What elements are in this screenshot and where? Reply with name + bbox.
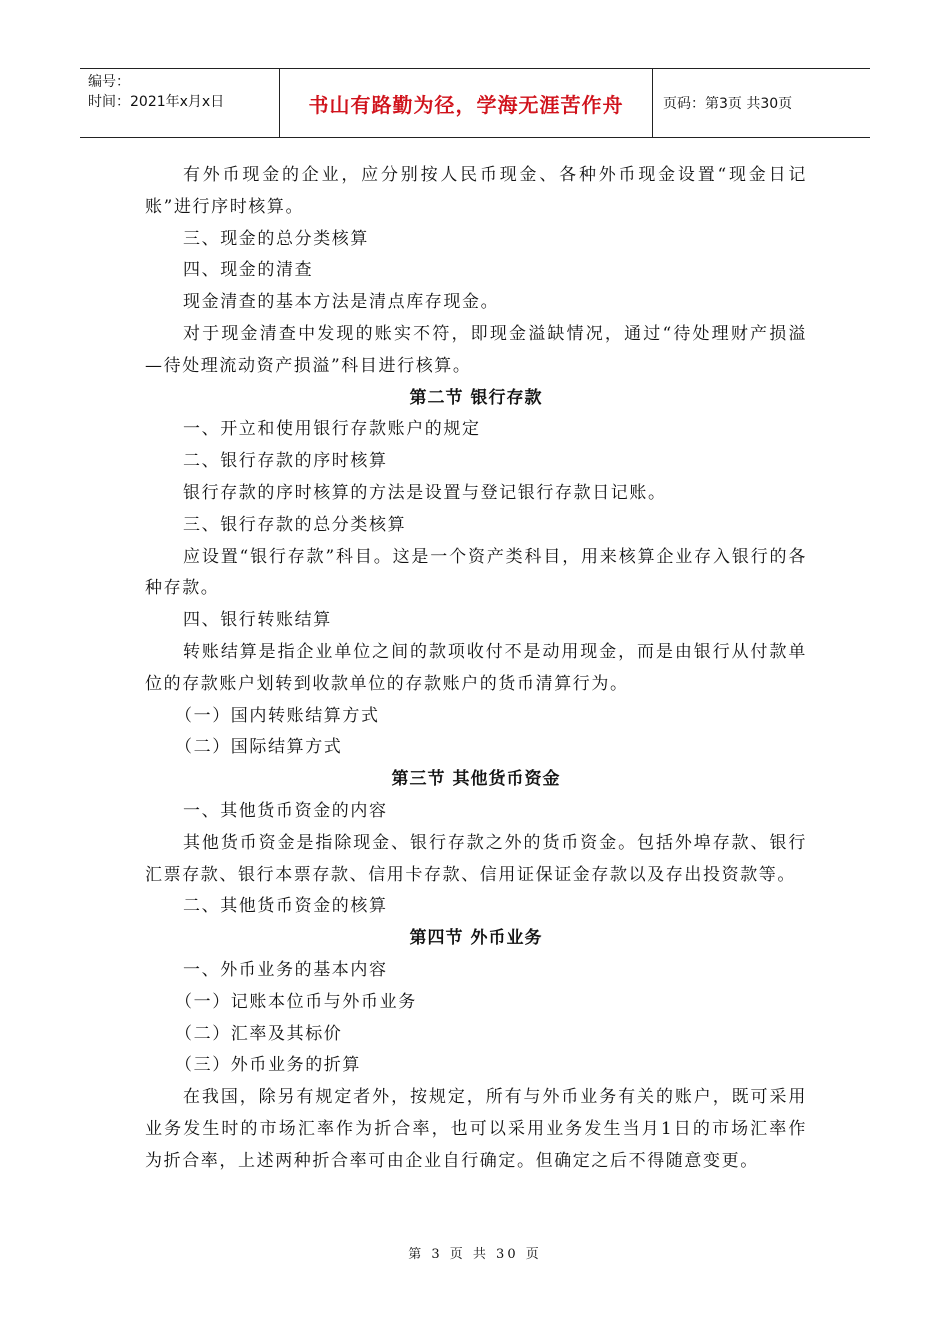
header-meta: [80, 69, 280, 137]
subheading: 二、其他货币资金的核算: [183, 896, 388, 917]
document-body: [145, 160, 807, 1178]
subheading: 三、银行存款的总分类核算: [183, 514, 407, 535]
paragraph: 现金清查的基本方法是清点库存现金。: [183, 292, 500, 313]
paragraph: 对于现金清查中发现的账实不符，即现金溢缺情况，通过“待处理财产损溢—待处理流动资产损溢”科目进行核算。: [145, 323, 807, 376]
list-item: （二）国际结算方式: [175, 737, 343, 758]
subheading: 一、外币业务的基本内容: [183, 959, 388, 980]
section-heading: 第四节 外币业务: [409, 928, 543, 949]
list-item: （一）记账本位币与外币业务: [175, 991, 417, 1012]
motto: 书山有路勤为径，学海无涯苦作舟: [280, 69, 653, 137]
list-item: （一）国内转账结算方式: [175, 705, 380, 726]
section-heading: 第二节 银行存款: [409, 387, 543, 408]
list-item: （二）汇率及其标价: [175, 1023, 343, 1044]
subheading: 四、现金的清查: [183, 260, 314, 281]
page-header: [80, 68, 870, 138]
paragraph: 有外币现金的企业，应分别按人民币现金、各种外币现金设置“现金日记账”进行序时核算。: [145, 165, 807, 217]
paragraph: 在我国，除另有规定者外，按规定，所有与外币业务有关的账户，既可采用业务发生时的市场汇率作为折合率，也可以采用业务发生当月1日的市场汇率作为折合率，上述两种折合率可由企业自行确定。但确定之后不得随意变更。: [145, 1087, 807, 1171]
paragraph: 应设置“银行存款”科目。这是一个资产类科目，用来核算企业存入银行的各种存款。: [145, 546, 807, 599]
page-code: 页码：第3页 共30页: [663, 96, 793, 112]
subheading: 四、银行转账结算: [183, 610, 332, 631]
page-footer: 第 3 页 共 30 页: [408, 1247, 542, 1262]
subheading: 一、其他货币资金的内容: [183, 800, 388, 821]
paragraph: 银行存款的序时核算的方法是设置与登记银行存款日记账。: [183, 482, 667, 503]
time-label: 时间：2021年x月x日: [88, 94, 225, 110]
subheading: 三、现金的总分类核算: [183, 228, 369, 249]
subheading: 二、银行存款的序时核算: [183, 451, 388, 472]
section-heading: 第三节 其他货币资金: [391, 769, 561, 790]
paragraph: 转账结算是指企业单位之间的款项收付不是动用现金，而是由银行从付款单位的存款账户划转到收款单位的存款账户的货币清算行为。: [145, 641, 807, 694]
paragraph: 其他货币资金是指除现金、银行存款之外的货币资金。包括外埠存款、银行汇票存款、银行本票存款、信用卡存款、信用证保证金存款以及存出投资款等。: [145, 832, 807, 885]
list-item: （三）外币业务的折算: [175, 1055, 361, 1076]
number-label: 编号：: [88, 74, 130, 90]
subheading: 一、开立和使用银行存款账户的规定: [183, 419, 481, 440]
